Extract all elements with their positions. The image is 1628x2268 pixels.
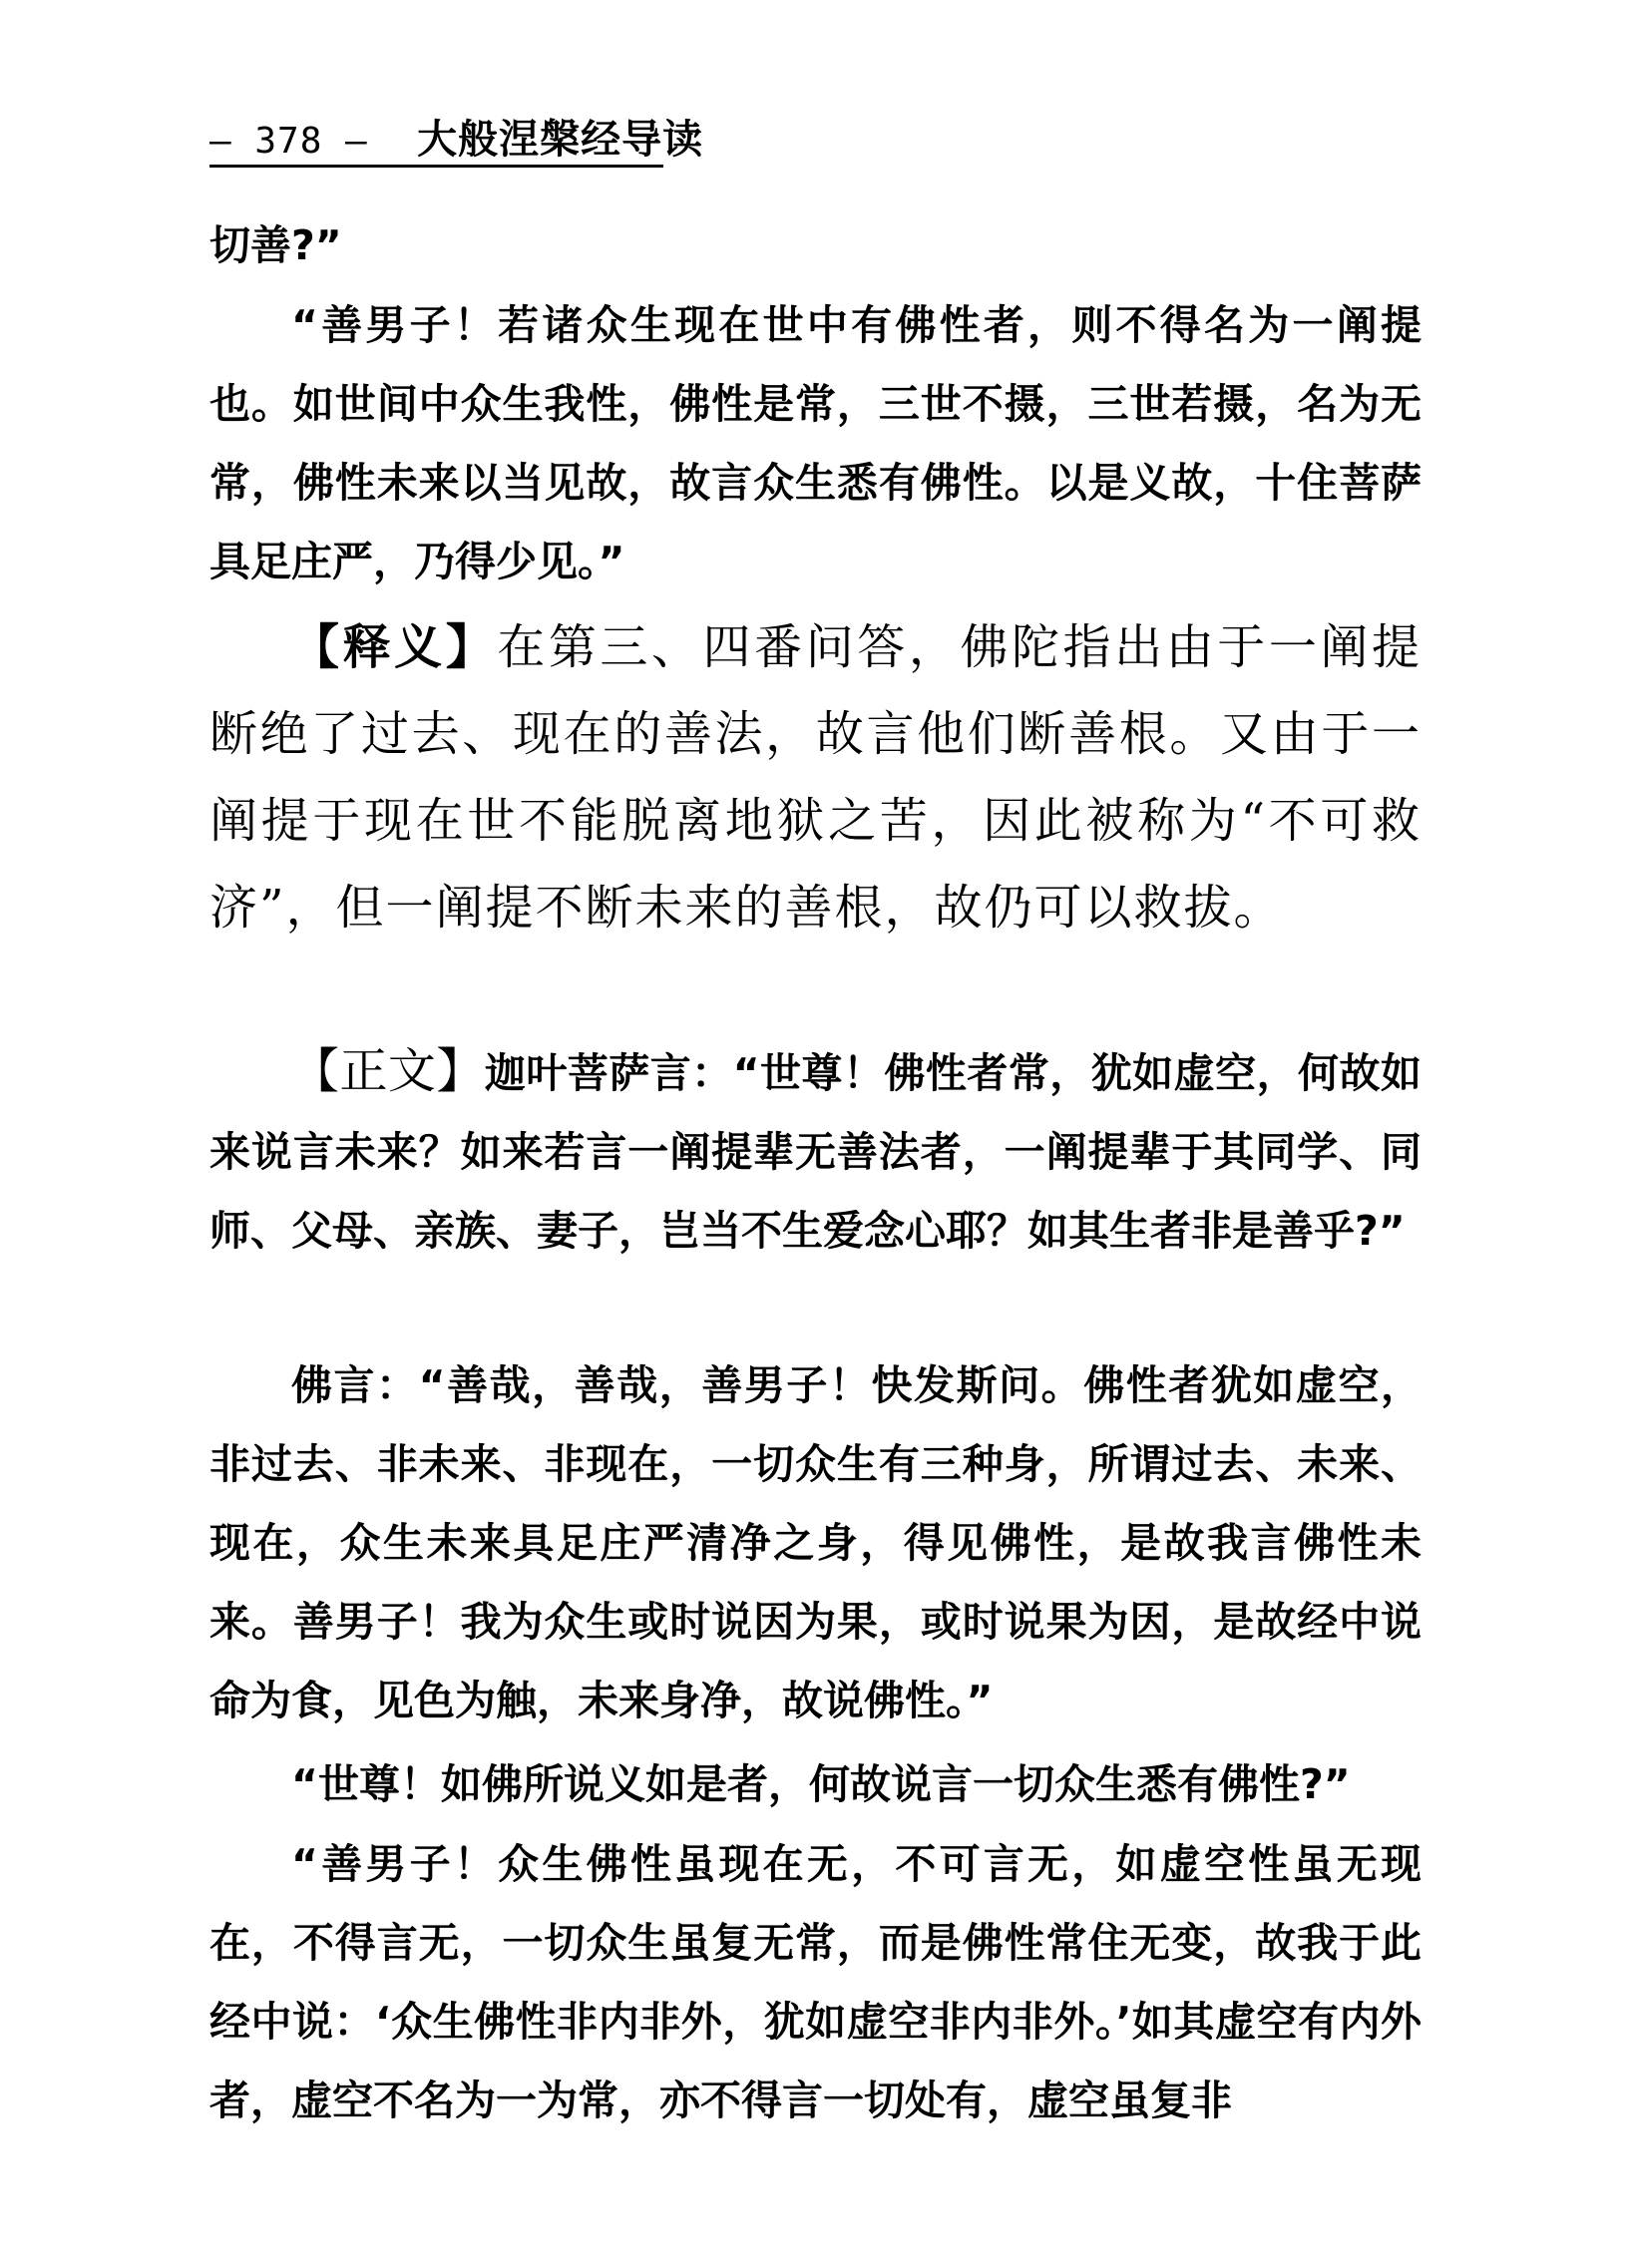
paragraph-main-text <box>209 1032 1422 1271</box>
main-text-label: 【正文】 <box>291 1043 485 1099</box>
main-text-body: 迦叶菩萨言：“世尊！佛性者常，犹如虚空，何故如来说言未来？如来若言一阐提辈无善法者，一阐提辈于其同学、同师、父母、亲族、妻子，岂当不生爱念心耶？如其生者非是善乎?” <box>209 1049 1422 1255</box>
paragraph-continuation: 切善?” <box>209 221 342 269</box>
paragraph-commentary <box>209 604 1422 951</box>
commentary-body: 在第三、四番问答，佛陀指出由于一阐提断绝了过去、现在的善法，故言他们断善根。又由于一阐提于现在世不能脱离地狱之苦，因此被称为“不可救济”，但一阐提不断未来的善根，故仍可以救拔。 <box>209 619 1422 936</box>
running-header <box>209 108 703 165</box>
commentary-label: 【释义】 <box>291 619 498 675</box>
header-rule <box>209 165 663 168</box>
paragraph-reply: “善男子！若诸众生现在世中有佛性者，则不得名为一阐提也。如世间中众生我性，佛性是常，三世不摄，三世若摄，名为无常，佛性未来以当见故，故言众生悉有佛性。以是义故，十住菩萨具足庄严，乃得少见。” <box>209 301 1422 585</box>
paragraph-question: “世尊！如佛所说义如是者，何故说言一切众生悉有佛性?” <box>291 1760 1351 1808</box>
book-title: 大般涅槃经导读 <box>417 116 704 163</box>
paragraph-buddha-answer: 佛言：“善哉，善哉，善男子！快发斯问。佛性者犹如虚空，非过去、非未来、非现在，一切众生有三种身，所谓过去、未来、现在，众生未来具足庄严清净之身，得见佛性，是故我言佛性未来。善男子！我为众生或时说因为果，或时说果为因，是故经中说命为食，见色为触，未来身净，故说佛性。” <box>209 1361 1422 1724</box>
page-number: — 378 — <box>209 121 368 162</box>
paragraph-explanation: “善男子！众生佛性虽现在无，不可言无，如虚空性虽无现在，不得言无，一切众生虽复无常，而是佛性常住无变，故我于此经中说：‘众生佛性非内非外，犹如虚空非内非外。’如其虚空有内外者，虚空不名为一为常，亦不得言一切处有，虚空虽复非 <box>209 1840 1422 2124</box>
